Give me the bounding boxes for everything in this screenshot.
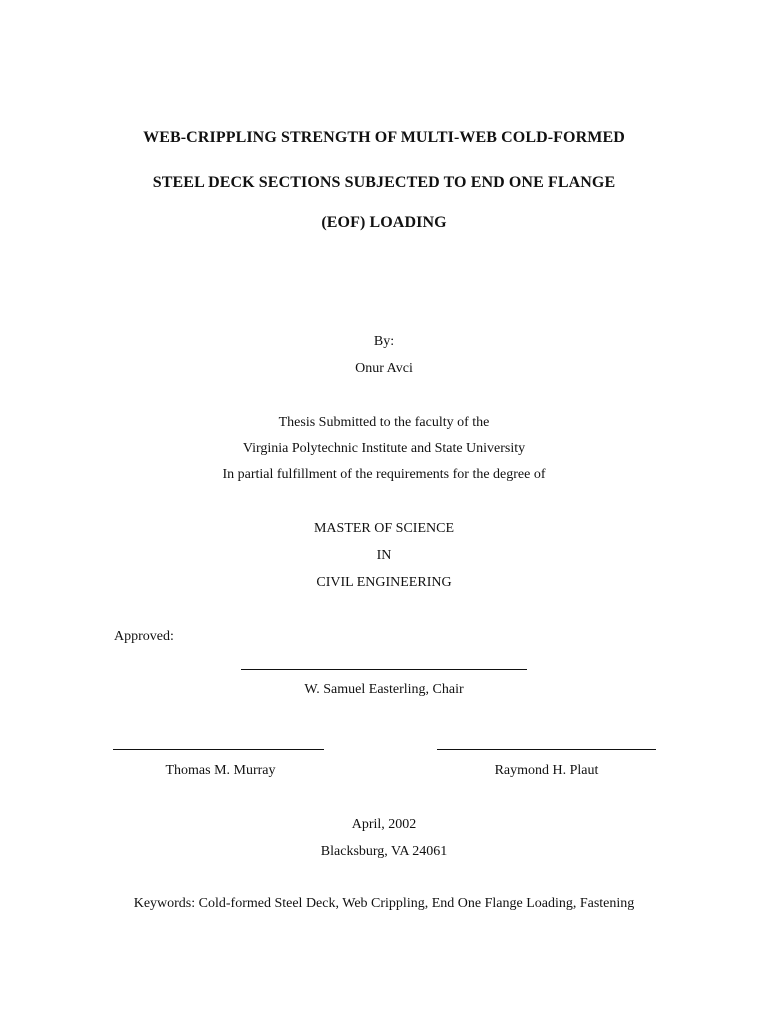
member1-name: Thomas M. Murray (165, 763, 276, 778)
degree-connector: IN (376, 548, 392, 563)
approved-label: Approved: (114, 629, 174, 644)
member2-name: Raymond H. Plaut (494, 763, 599, 778)
submission-line-1: Thesis Submitted to the faculty of the (278, 415, 490, 430)
date: April, 2002 (351, 817, 417, 832)
keywords: Keywords: Cold-formed Steel Deck, Web Crippling, End One Flange Loading, Fastening (133, 896, 635, 911)
member1-signature-line (113, 749, 324, 750)
title-line-2: STEEL DECK SECTIONS SUBJECTED TO END ONE FLANGE (152, 174, 616, 191)
submission-line-3: In partial fulfillment of the requirements for the degree of (222, 467, 546, 482)
submission-line-2: Virginia Polytechnic Institute and State University (242, 441, 526, 456)
title-line-3: (EOF) LOADING (321, 214, 447, 231)
degree-name: MASTER OF SCIENCE (313, 521, 455, 536)
place: Blacksburg, VA 24061 (320, 844, 448, 859)
degree-field: CIVIL ENGINEERING (316, 575, 452, 590)
title-line-1: WEB-CRIPPLING STRENGTH OF MULTI-WEB COLD-FORMED (143, 129, 625, 146)
by-label: By: (373, 334, 395, 349)
chair-signature-line (241, 669, 527, 670)
author-name: Onur Avci (355, 361, 413, 376)
member2-signature-line (437, 749, 656, 750)
chair-name: W. Samuel Easterling, Chair (304, 682, 464, 697)
